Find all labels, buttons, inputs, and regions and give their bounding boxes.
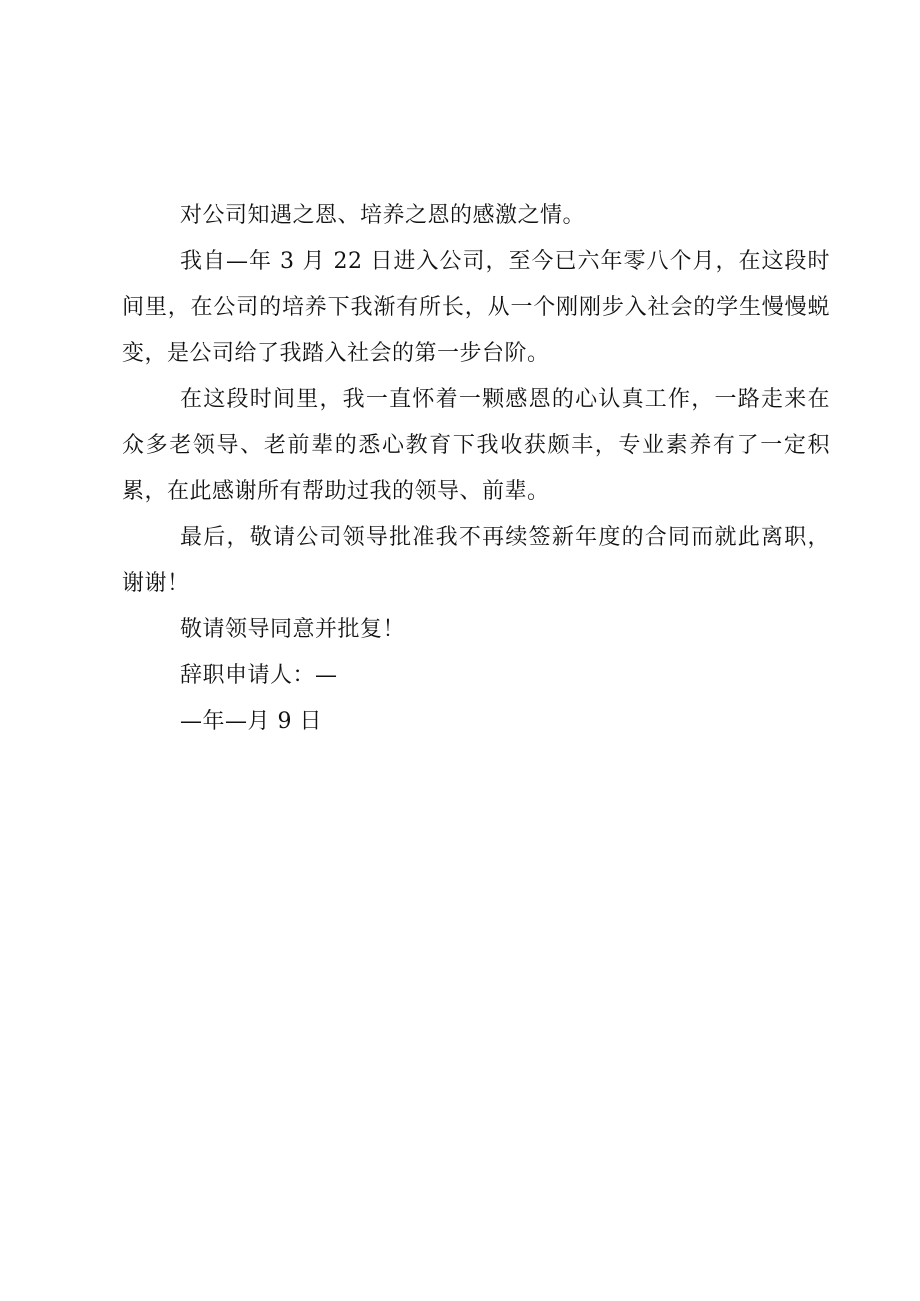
paragraph-approval-request: 敬请领导同意并批复！ xyxy=(180,617,406,642)
signature-line: 辞职申请人：— xyxy=(180,663,338,688)
paragraph-resignation-request: 最后，敬请公司领导批准我不再续签新年度的合同而就此离职，谢谢！ xyxy=(122,525,830,596)
letter-body xyxy=(122,193,830,745)
paragraph-employment-history: 我自—年 3 月 22 日进入公司，至今已六年零八个月，在这段时间里，在公司的培养下我渐有所长，从一个刚刚步入社会的学生慢慢蜕变，是公司给了我踏入社会的第一步台阶。 xyxy=(122,249,830,366)
paragraph-gratitude: 对公司知遇之恩、培养之恩的感激之情。 xyxy=(180,203,586,228)
paragraph-thanks: 在这段时间里，我一直怀着一颗感恩的心认真工作，一路走来在众多老领导、老前辈的悉心教育下我收获颇丰，专业素养有了一定积累，在此感谢所有帮助过我的领导、前辈。 xyxy=(122,387,830,504)
date-line: —年—月 9 日 xyxy=(180,709,322,734)
